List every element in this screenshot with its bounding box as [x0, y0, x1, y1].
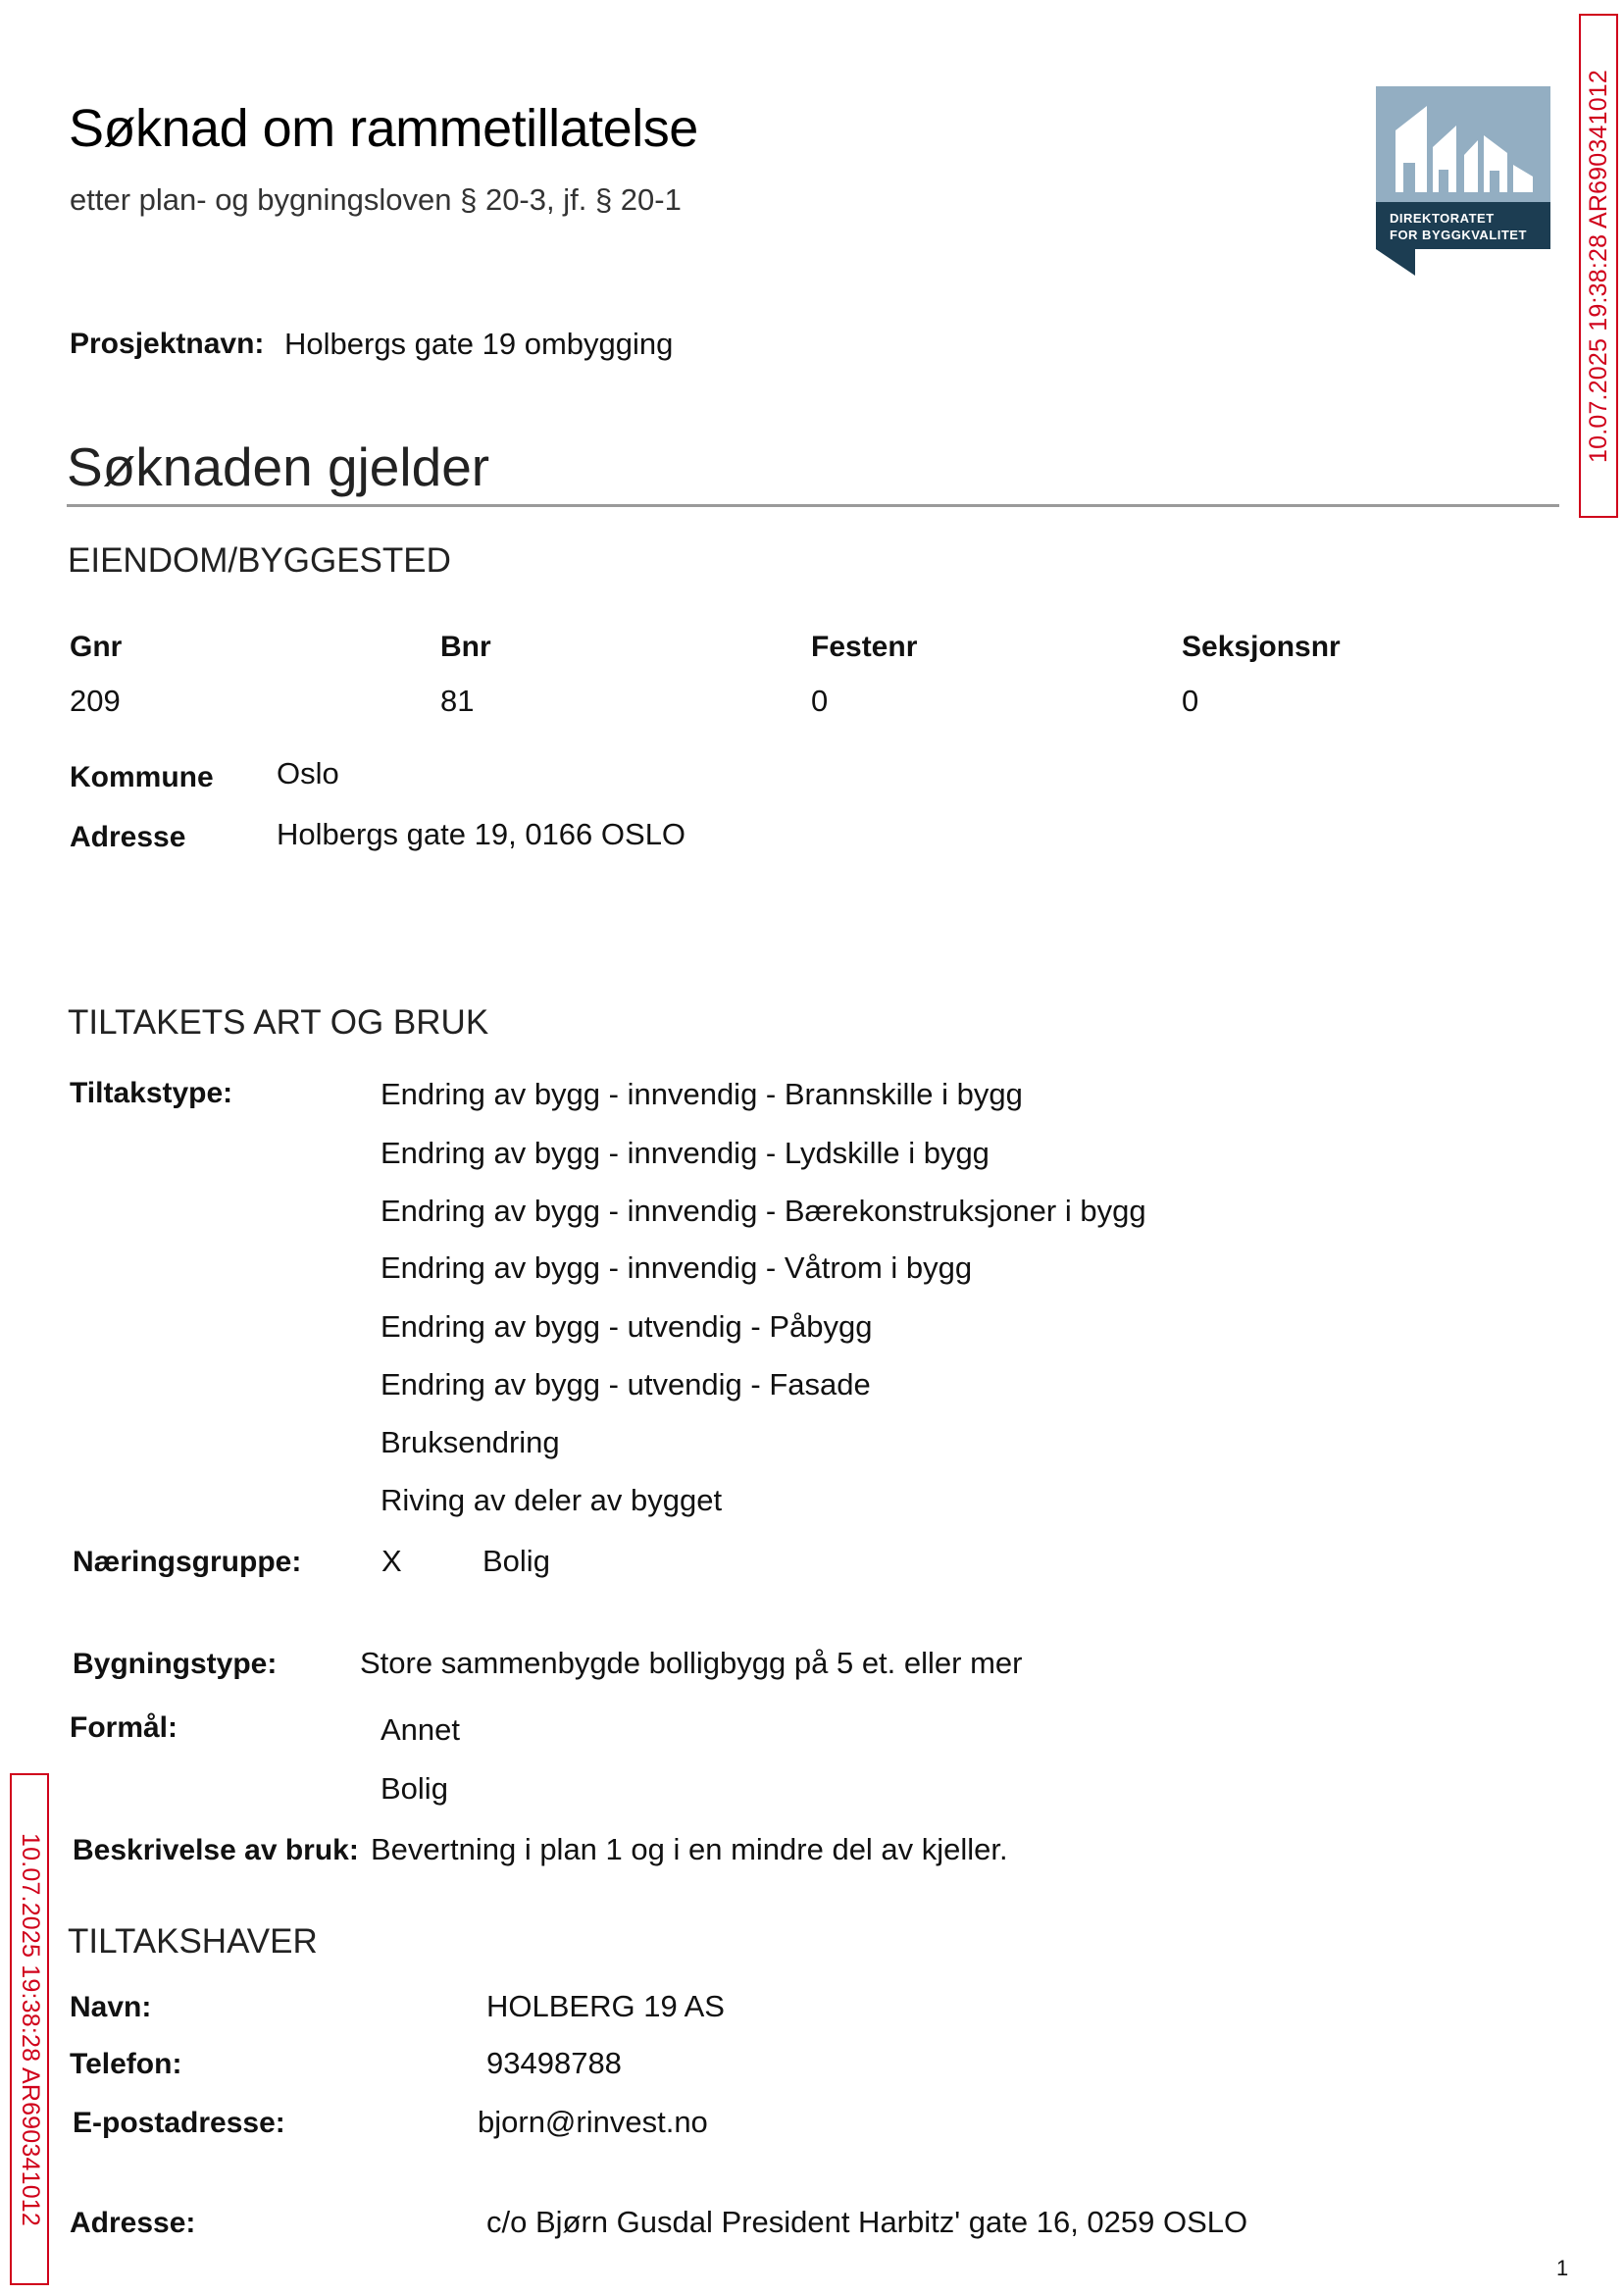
- beskrivelse-value: Bevertning i plan 1 og i en mindre del av kjeller.: [371, 1832, 1008, 1866]
- naeringsgruppe-value: Bolig: [482, 1544, 550, 1578]
- document-title: Søknad om rammetillatelse: [69, 99, 698, 158]
- seksjonsnr-value: 0: [1182, 684, 1199, 718]
- formal-item: Bolig: [381, 1771, 448, 1806]
- tiltakshaver-adresse-value: c/o Bjørn Gusdal President Harbitz' gate 16, 0259 OSLO: [486, 2205, 1248, 2239]
- tiltakstype-item: Bruksendring: [381, 1425, 560, 1459]
- adresse-value: Holbergs gate 19, 0166 OSLO: [277, 817, 686, 851]
- bnr-value: 81: [440, 684, 475, 718]
- kommune-value: Oslo: [277, 756, 339, 790]
- tiltakstype-item: Endring av bygg - innvendig - Våtrom i bygg: [381, 1250, 973, 1285]
- gnr-label: Gnr: [70, 631, 123, 663]
- tiltakshaver-heading: TILTAKSHAVER: [68, 1922, 318, 1961]
- telefon-label: Telefon:: [70, 2048, 182, 2080]
- logo-text-line1: DIREKTORATET: [1390, 211, 1495, 226]
- seksjonsnr-label: Seksjonsnr: [1182, 631, 1341, 663]
- epost-label: E-postadresse:: [73, 2107, 285, 2139]
- tiltakshaver-adresse-label: Adresse:: [70, 2207, 196, 2239]
- document-subtitle: etter plan- og bygningsloven § 20-3, jf. § 20-1: [70, 182, 682, 217]
- stamp-text: 10.07.2025 19:38:28 AR690341012: [1584, 69, 1612, 463]
- timestamp-stamp-side: [10, 1773, 49, 2285]
- tiltakstype-item: Endring av bygg - innvendig - Bærekonstruksjoner i bygg: [381, 1194, 1146, 1228]
- page-number: 1: [1556, 2256, 1569, 2280]
- timestamp-stamp-top: [1579, 14, 1618, 518]
- beskrivelse-label: Beskrivelse av bruk:: [73, 1834, 359, 1866]
- bygningstype-value: Store sammenbygde bolligbygg på 5 et. eller mer: [360, 1646, 1023, 1680]
- epost-value: bjorn@rinvest.no: [478, 2105, 708, 2139]
- tiltakstype-item: Endring av bygg - utvendig - Fasade: [381, 1367, 871, 1402]
- formal-label: Formål:: [70, 1711, 178, 1744]
- tiltakstype-item: Endring av bygg - innvendig - Lydskille i bygg: [381, 1136, 990, 1170]
- project-label: Prosjektnavn:: [70, 328, 265, 360]
- property-heading: EIENDOM/BYGGESTED: [68, 541, 451, 580]
- dibk-logo: [1376, 86, 1550, 276]
- festenr-label: Festenr: [811, 631, 918, 663]
- gnr-value: 209: [70, 684, 121, 718]
- stamp-text: 10.07.2025 19:38:28 AR690341012: [16, 1832, 44, 2226]
- logo-tail-icon: [1376, 249, 1415, 276]
- tiltak-heading: TILTAKETS ART OG BRUK: [68, 1003, 489, 1042]
- tiltakstype-item: Riving av deler av bygget: [381, 1483, 723, 1517]
- project-value: Holbergs gate 19 ombygging: [284, 327, 674, 361]
- navn-value: HOLBERG 19 AS: [486, 1989, 725, 2023]
- navn-label: Navn:: [70, 1991, 152, 2023]
- tiltakstype-item: Endring av bygg - innvendig - Brannskille i bygg: [381, 1077, 1023, 1111]
- section-title: Søknaden gjelder: [67, 436, 490, 497]
- section-divider: [67, 504, 1559, 507]
- logo-text-line2: FOR BYGGKVALITET: [1390, 228, 1527, 242]
- building-icon: [1376, 86, 1550, 202]
- kommune-label: Kommune: [70, 761, 214, 793]
- tiltakstype-label: Tiltakstype:: [70, 1077, 233, 1109]
- adresse-label: Adresse: [70, 821, 186, 853]
- tiltakstype-item: Endring av bygg - utvendig - Påbygg: [381, 1309, 873, 1344]
- formal-item: Annet: [381, 1712, 461, 1747]
- telefon-value: 93498788: [486, 2046, 622, 2080]
- bnr-label: Bnr: [440, 631, 491, 663]
- festenr-value: 0: [811, 684, 829, 718]
- naeringsgruppe-label: Næringsgruppe:: [73, 1546, 302, 1578]
- naeringsgruppe-code: X: [381, 1544, 402, 1578]
- bygningstype-label: Bygningstype:: [73, 1648, 278, 1680]
